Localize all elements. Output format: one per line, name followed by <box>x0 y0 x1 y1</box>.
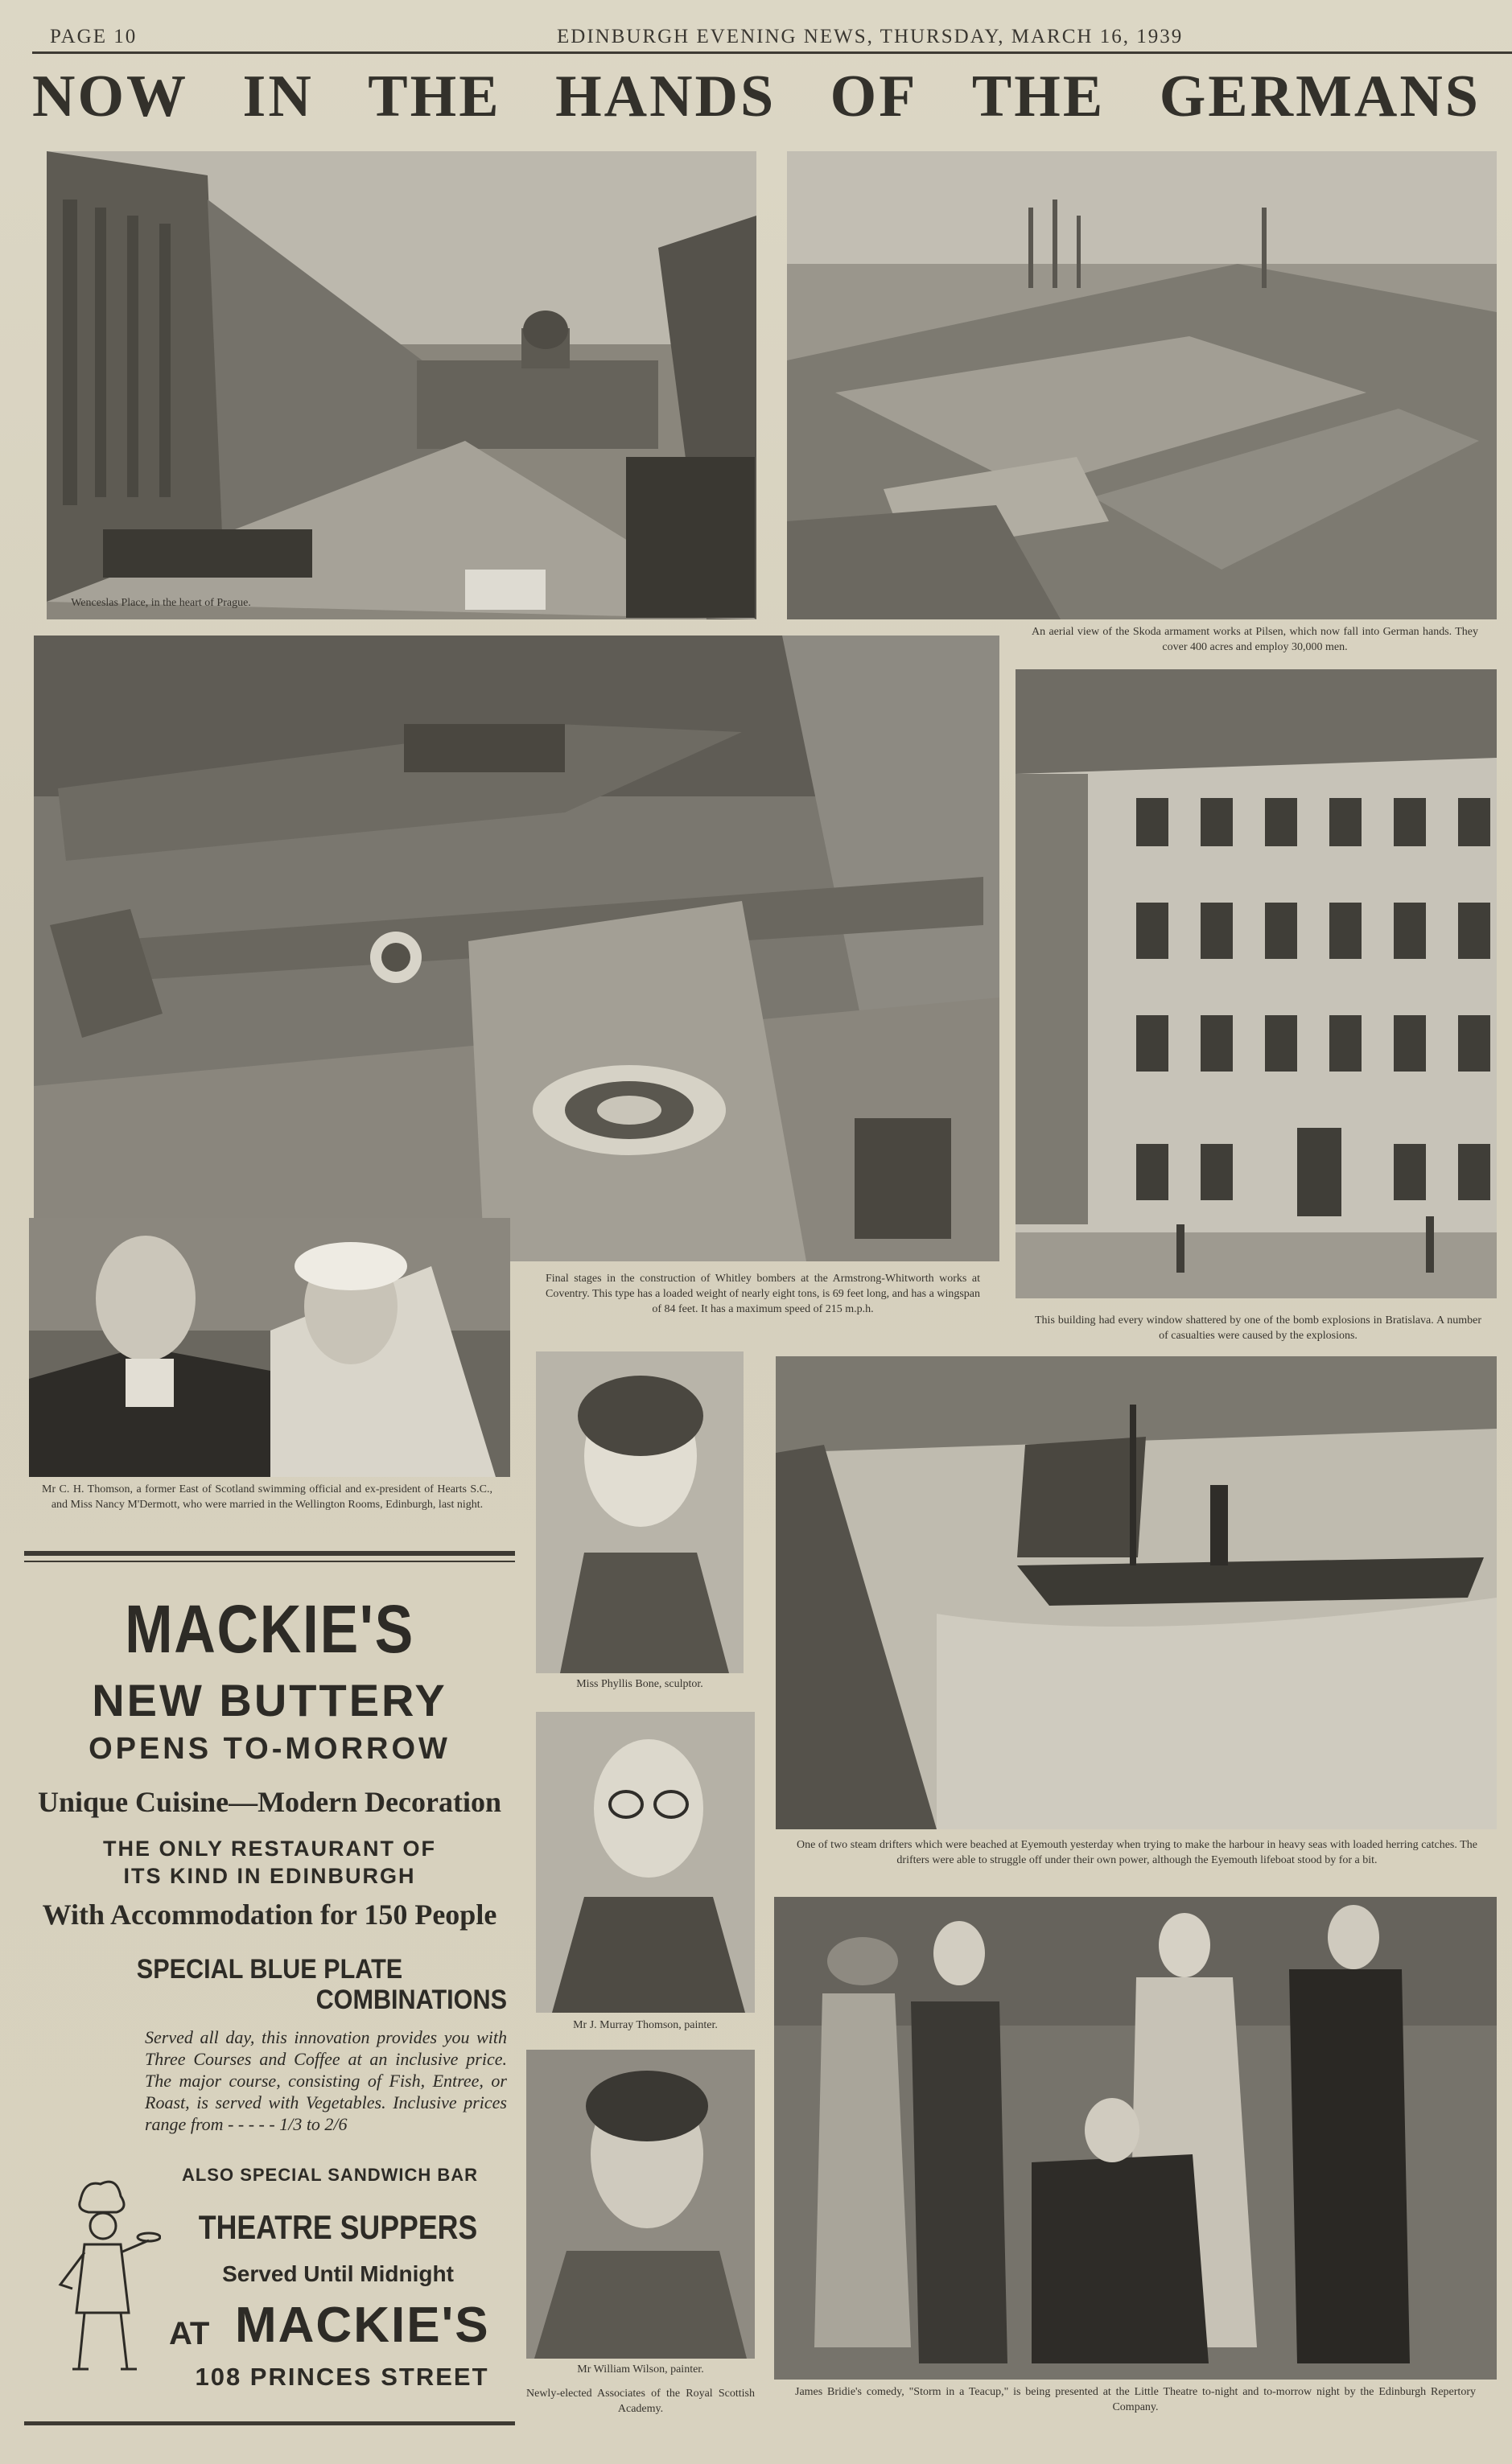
page-headline <box>32 63 1481 131</box>
photo-phyllis-bone <box>536 1351 744 1673</box>
headline-word: NOW <box>32 64 188 130</box>
photo-whitley-bombers <box>34 636 999 1261</box>
advert-bottom-rule <box>24 2421 515 2425</box>
advert-address: 108 PRINCES STREET <box>195 2363 489 2391</box>
masthead-rule <box>32 51 1512 54</box>
caption-wedding: Mr C. H. Thomson, a former East of Scotland swimming official and ex-president of Hearts S.C., and Miss Nancy M'Dermott, who were married in the Wellington Rooms, Edinburgh, last night. <box>42 1483 492 1511</box>
headline-word: GERMANS <box>1159 64 1481 130</box>
caption-phyllis-bone: Miss Phyllis Bone, sculptor. <box>576 1678 703 1690</box>
paper-dateline: EDINBURGH EVENING NEWS, THURSDAY, MARCH 16, 1939 <box>557 26 1184 47</box>
caption-steam-drifter: One of two steam drifters which were beached at Eyemouth yesterday when trying to make the harbour in heavy seas with loaded herring catches. The drifters were able to struggle off under their own power, although the Eyemouth lifeboat stood by for a bit. <box>797 1839 1477 1866</box>
caption-storm-in-a-teacup: James Bridie's comedy, "Storm in a Teacup," is being presented at the Little Theatre to-night and to-morrow night by the Edinburgh Repertory Company. <box>795 2386 1476 2413</box>
caption-wenceslas-place: Wenceslas Place, in the heart of Prague. <box>71 597 251 609</box>
headline-word: THE <box>368 64 501 130</box>
advert-top-rule <box>24 1551 515 1556</box>
photo-murray-thomson <box>536 1712 755 2013</box>
advert-served-until: Served Until Midnight <box>222 2261 454 2286</box>
caption-william-wilson: Mr William Wilson, painter. <box>577 2363 704 2376</box>
chef-illustration <box>40 2176 161 2377</box>
photo-skoda-works <box>787 151 1497 619</box>
caption-whitley-bombers: Final stages in the construction of Whitley bombers at the Armstrong-Whitworth works at Coventry. This type has a loaded weight of nearly eight tons, is 69 feet long, and has a wingspan of 84 feet. It has a maximum speed of 215 m.p.h. <box>546 1273 980 1315</box>
advert-special-blue-plate: SPECIAL BLUE PLATE <box>136 1954 403 1985</box>
advert-kind-edinburgh: ITS KIND IN EDINBURGH <box>123 1864 416 1888</box>
mackies-advertisement <box>24 1557 515 2419</box>
headline-word: IN <box>242 64 314 130</box>
advert-opens: OPENS TO-MORROW <box>89 1732 451 1766</box>
advert-cuisine: Unique Cuisine—Modern Decoration <box>38 1786 501 1818</box>
page-number: PAGE 10 <box>50 26 138 47</box>
advert-at: AT <box>169 2316 210 2351</box>
headline-word: THE <box>971 64 1106 130</box>
photo-wenceslas-place <box>47 151 756 619</box>
headline-word: HANDS <box>555 64 777 130</box>
advert-brand-footer: MACKIE'S <box>235 2297 490 2353</box>
photo-steam-drifter <box>776 1356 1497 1829</box>
headline-word: OF <box>830 64 918 130</box>
advert-accommodation: With Accommodation for 150 People <box>42 1898 497 1931</box>
caption-bratislava-building: This building had every window shattered by one of the bomb explosions in Bratislava. A number of casualties were caused by the explosions. <box>1035 1314 1481 1342</box>
advert-brand: MACKIE'S <box>125 1591 414 1667</box>
photo-storm-in-a-teacup <box>774 1897 1497 2380</box>
photo-william-wilson <box>526 2050 755 2359</box>
advert-sandwich-bar: ALSO SPECIAL SANDWICH BAR <box>181 2165 479 2185</box>
caption-murray-thomson: Mr J. Murray Thomson, painter. <box>573 2019 718 2031</box>
advert-combinations: COMBINATIONS <box>315 1985 507 2015</box>
advert-theatre-suppers: THEATRE SUPPERS <box>198 2208 478 2246</box>
advert-new-buttery: NEW BUTTERY <box>92 1675 447 1726</box>
caption-skoda-works: An aerial view of the Skoda armament works at Pilsen, which now fall into German hands. They cover 400 acres and employ 30,000 men. <box>1032 626 1478 653</box>
photo-bratislava-building <box>1016 669 1497 1298</box>
advert-body-copy: Served all day, this innovation provides you with Three Courses and Coffee at an inclusive price. The major course, consisting of Fish, Entree, or Roast, is served with Vegetables. Inclusive prices range from - - - - - 1/3 to 2/6 <box>145 2027 507 2134</box>
caption-rsa-associates: Newly-elected Associates of the Royal Scottish Academy. <box>526 2388 755 2415</box>
photo-wedding-couple <box>29 1218 510 1477</box>
advert-only-restaurant: THE ONLY RESTAURANT OF <box>102 1837 437 1861</box>
